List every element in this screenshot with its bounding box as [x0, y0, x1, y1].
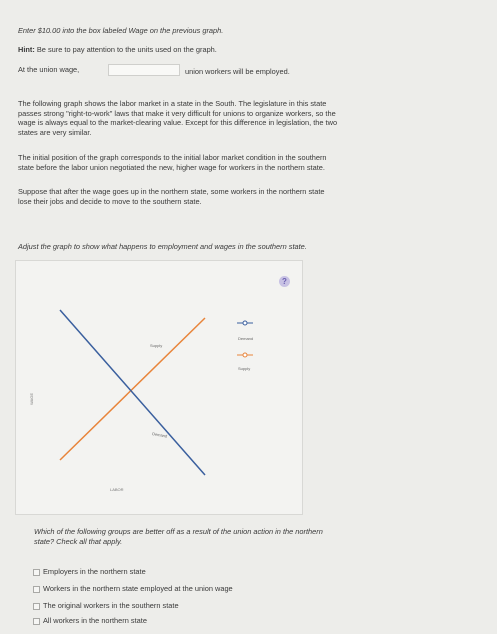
option-original-southern-workers[interactable]: [33, 601, 179, 610]
option-union-workers[interactable]: [33, 584, 233, 593]
legend-demand-marker: [243, 321, 247, 325]
option-employers-northern[interactable]: [33, 567, 146, 576]
paragraph-2-line: state before the labor union negotiated the new, higher wage for workers in the northern state.: [18, 162, 325, 172]
hint-line-amount: $10.00: [37, 26, 61, 35]
hint-line-post: into the box labeled Wage on the previous graph.: [60, 26, 224, 35]
legend-supply-marker: [243, 353, 247, 357]
supply-curve[interactable]: [60, 318, 205, 460]
supply-label: Supply: [150, 343, 163, 348]
question-line: Which of the following groups are better off as a result of the union action in the northern: [34, 527, 323, 536]
paragraph-1-line: wage is always equal to the market-clearing value. Except for this difference in legislation, the two: [18, 118, 338, 128]
demand-curve[interactable]: [60, 310, 205, 475]
instruction: Adjust the graph to show what happens to employment and wages in the southern state.: [18, 242, 307, 251]
hint-text: Be sure to pay attention to the units used on the graph.: [34, 45, 217, 54]
option-label: Workers in the northern state employed at the union wage: [43, 584, 233, 593]
paragraph-1-line: states are very similar.: [18, 127, 92, 137]
demand-label: Demand: [151, 431, 168, 439]
paragraph-3-line: Suppose that after the wage goes up in the northern state, some workers in the northern state: [18, 187, 325, 196]
legend-demand-tool[interactable]: [237, 321, 253, 341]
union-wage-label: At the union wage,: [18, 65, 80, 74]
paragraph-2-line: The initial position of the graph corresponds to the initial labor market condition in the southern: [18, 153, 327, 162]
paragraph-1-line: The following graph shows the labor market in a state in the South. The legislature in this state: [18, 99, 327, 108]
union-wage-suffix: union workers will be employed.: [185, 67, 290, 76]
option-label: All workers in the northern state: [43, 616, 147, 625]
question: [34, 527, 323, 546]
help-icon[interactable]: ?: [279, 276, 290, 287]
paragraph-3-line: lose their jobs and decide to move to the southern state.: [18, 196, 202, 206]
legend-supply-label: Supply: [238, 366, 251, 371]
checkbox[interactable]: [33, 586, 40, 593]
checkbox[interactable]: [33, 603, 40, 610]
option-label: Employers in the northern state: [43, 567, 146, 576]
paragraph-1-line: passes strong "right-to-work" laws that make it very difficult for unions to organize workers, so the: [18, 108, 336, 118]
option-label: The original workers in the southern state: [43, 601, 179, 610]
question-line: state? Check all that apply.: [34, 536, 123, 546]
option-all-northern-workers[interactable]: [33, 616, 147, 625]
legend-demand-label: Demand: [238, 336, 254, 341]
checkbox[interactable]: [33, 569, 40, 576]
legend-supply-tool[interactable]: [237, 353, 253, 371]
x-axis-label: LABOR: [110, 487, 124, 492]
checkbox[interactable]: [33, 618, 40, 625]
hint-line-pre: Enter: [18, 26, 38, 35]
y-axis-label: WAGE: [29, 392, 34, 405]
hint-label: Hint:: [18, 45, 35, 54]
